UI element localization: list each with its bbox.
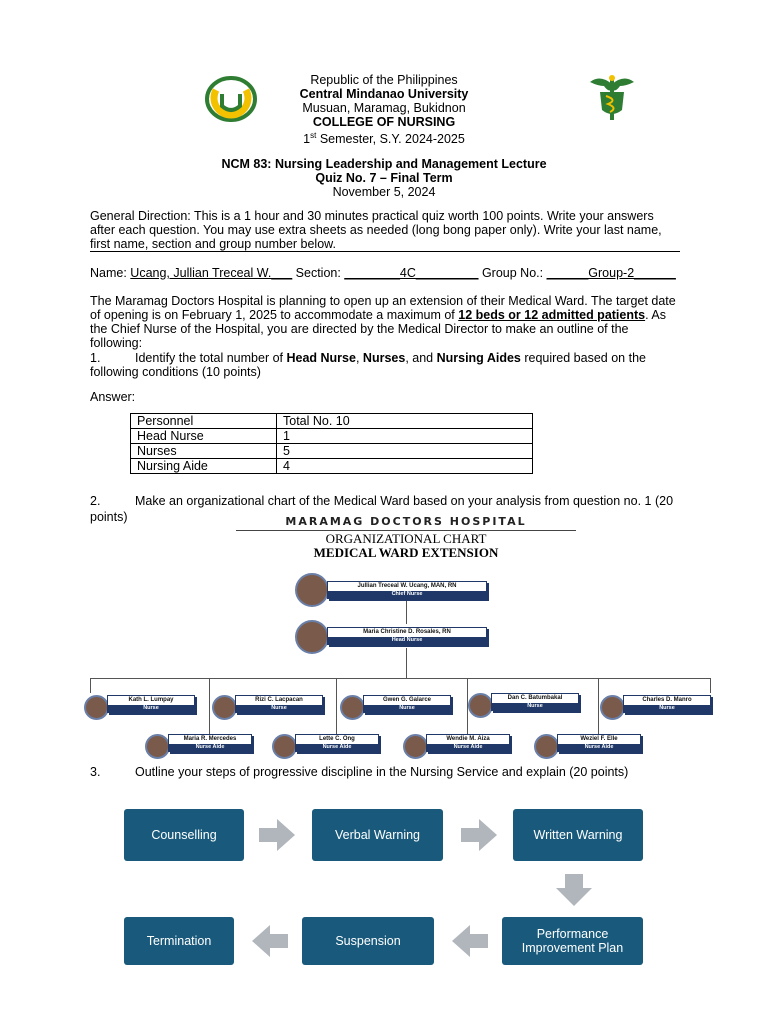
quiz-title: Quiz No. 7 – Final Term bbox=[315, 171, 453, 185]
nurse-box: Dan C. Batumbakal Nurse bbox=[491, 693, 579, 711]
university-name: Central Mindanao University bbox=[299, 87, 469, 101]
step-counselling: Counselling bbox=[124, 809, 244, 861]
connector bbox=[209, 678, 210, 741]
aide-box: Maria R. Mercedes Nurse Aide bbox=[168, 734, 252, 752]
connector bbox=[406, 648, 407, 678]
org-chart-title: ORGANIZATIONAL CHART bbox=[325, 531, 487, 546]
connector bbox=[90, 678, 710, 679]
student-info: Name: Ucang, Jullian Treceal W.___ Section: ________4C_________ Group No.: ______Group-2______ bbox=[90, 266, 676, 280]
right-arrow-icon bbox=[259, 819, 295, 851]
question-1: 1. Identify the total number of Head Nurse, Nurses, and Nursing Aides required based on the following conditions (10 points) bbox=[90, 351, 646, 379]
nurse-box: Charles D. Manro Nurse bbox=[623, 695, 711, 713]
left-arrow-icon bbox=[252, 925, 288, 957]
table-row: Head Nurse 1 bbox=[131, 429, 533, 444]
nurse-avatar bbox=[600, 695, 625, 720]
aide-box: Wendie M. Aiza Nurse Aide bbox=[426, 734, 510, 752]
step-performance-improvement-plan: Performance Improvement Plan bbox=[502, 917, 643, 965]
table-row: Nurses 5 bbox=[131, 444, 533, 459]
connector bbox=[598, 678, 599, 741]
student-section: ________4C_________ bbox=[344, 266, 479, 280]
semester-line: 1st Semester, S.Y. 2024-2025 bbox=[303, 131, 465, 147]
left-arrow-icon bbox=[452, 925, 488, 957]
aide-avatar bbox=[145, 734, 170, 759]
step-verbal-warning: Verbal Warning bbox=[312, 809, 443, 861]
nurse-avatar bbox=[212, 695, 237, 720]
nurse-avatar bbox=[84, 695, 109, 720]
nurse-box: Rizi C. Lacpacan Nurse bbox=[235, 695, 323, 713]
chief-nurse-avatar bbox=[295, 573, 329, 607]
right-arrow-icon bbox=[461, 819, 497, 851]
head-nurse-box: Maria Christine D. Rosales, RN Head Nurse bbox=[327, 627, 487, 645]
org-hospital-name: MARAMAG DOCTORS HOSPITAL bbox=[285, 515, 527, 528]
intro-paragraph: The Maramag Doctors Hospital is planning to open up an extension of their Medical Ward. The target date of opening is on February 1, 2025 to accommodate a maximum of 12 beds or 12 admitted patients. As the Chief Nurse of the Hospital, you are directed by the Medical Director to make an outline of the following: bbox=[90, 294, 676, 350]
personnel-table bbox=[130, 413, 533, 474]
connector bbox=[336, 678, 337, 741]
head-nurse-avatar bbox=[295, 620, 329, 654]
connector bbox=[710, 678, 711, 693]
connector bbox=[406, 600, 407, 624]
college-name: COLLEGE OF NURSING bbox=[312, 115, 456, 129]
table-header-row: Personnel Total No. 10 bbox=[131, 414, 533, 429]
nurse-box: Gwen G. Galarce Nurse bbox=[363, 695, 451, 713]
quiz-date: November 5, 2024 bbox=[332, 185, 436, 199]
general-direction: General Direction: This is a 1 hour and 30 minutes practical quiz worth 100 points. Write your answers after each question. You may use extra sheets as needed (long bong paper only). Write your last name, first name, section and group number below. bbox=[90, 209, 662, 251]
student-group: ______Group-2______ bbox=[546, 266, 676, 280]
connector bbox=[90, 678, 91, 693]
aide-avatar bbox=[534, 734, 559, 759]
org-chart-subtitle: MEDICAL WARD EXTENSION bbox=[313, 545, 499, 560]
student-name: Ucang, Jullian Treceal W.___ bbox=[130, 266, 293, 280]
course-title: NCM 83: Nursing Leadership and Management Lecture bbox=[221, 157, 547, 171]
down-arrow-icon bbox=[556, 874, 592, 906]
question-2-cont: points) bbox=[90, 510, 128, 524]
step-written-warning: Written Warning bbox=[513, 809, 643, 861]
aide-box: Weziel F. Elle Nurse Aide bbox=[557, 734, 641, 752]
nurse-box: Kath L. Lumpay Nurse bbox=[107, 695, 195, 713]
question-3: 3. Outline your steps of progressive discipline in the Nursing Service and explain (20 points) bbox=[90, 765, 629, 779]
nurse-avatar bbox=[340, 695, 365, 720]
answer-label: Answer: bbox=[90, 390, 136, 404]
chief-nurse-box: Jullian Treceal W. Ucang, MAN, RN Chief Nurse bbox=[327, 581, 487, 599]
divider bbox=[90, 251, 680, 252]
university-address: Musuan, Maramag, Bukidnon bbox=[302, 101, 466, 115]
step-suspension: Suspension bbox=[302, 917, 434, 965]
question-2: 2. Make an organizational chart of the Medical Ward based on your analysis from question no. 1 (20 bbox=[90, 494, 674, 508]
aide-avatar bbox=[272, 734, 297, 759]
republic-line: Republic of the Philippines bbox=[310, 73, 458, 87]
aide-avatar bbox=[403, 734, 428, 759]
table-row: Nursing Aide 4 bbox=[131, 459, 533, 474]
aide-box: Lette C. Ong Nurse Aide bbox=[295, 734, 379, 752]
nurse-avatar bbox=[468, 693, 493, 718]
step-termination: Termination bbox=[124, 917, 234, 965]
